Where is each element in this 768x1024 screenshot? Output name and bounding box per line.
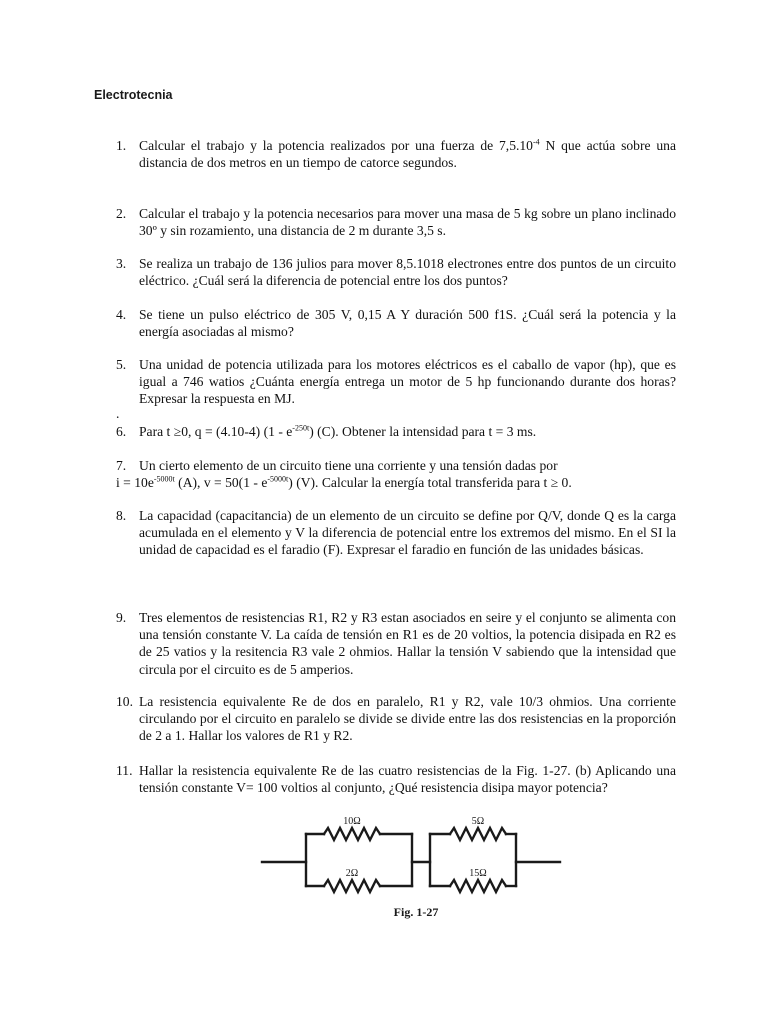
- problem-number: 3.: [116, 256, 127, 271]
- problem-5: [116, 356, 676, 408]
- exponent: -5000t: [267, 474, 289, 484]
- problem-number: 8.: [116, 508, 127, 523]
- stray-dot: .: [116, 406, 120, 421]
- problem-number: 5.: [116, 357, 127, 372]
- label-r-bottom-left: 2Ω: [345, 868, 359, 879]
- resistor-2-ohm: [324, 880, 380, 892]
- problem-8: [116, 507, 676, 559]
- problem-6: [116, 423, 676, 440]
- problem-3: [116, 255, 676, 289]
- problem-line: $i = 10e^{-5000t}$ (A), $v = 50(1 - e^{-5000t})$ (V). Calcular la energía total transferida para t ≥ 0.: [116, 474, 572, 491]
- label-r-top-left: 10Ω: [343, 816, 361, 827]
- problem-line: Un cierto elemento de un circuito tiene una corriente y una tensión dadas por: [139, 458, 558, 473]
- problem-10: [116, 693, 676, 745]
- resistor-15-ohm: [450, 880, 506, 892]
- label-r-top-right: 5Ω: [471, 816, 485, 827]
- exponent: -4: [532, 137, 540, 147]
- problem-text: Para t ≥0, q = (4.10-4) $(1 - e^{-250t})$ (C). Obtener la intensidad para t = 3 ms.: [139, 423, 537, 439]
- resistor-5-ohm: [450, 828, 506, 840]
- problem-number: 11.: [116, 763, 133, 778]
- exponent: -250t: [292, 423, 310, 433]
- problem-text: Tres elementos de resistencias R1, R2 y R3 estan asociados en seire y el conjunto se alimenta con una tensión constante V. La caída de tensión en R1 es de 20 voltios, la potencia disipada en R2 es de 25 vatios y la resitencia R3 vale 2 ohmios. Hallar la tensión V sabiendo que la intensidad que circula por el circuito es de 5 amperios.: [139, 610, 676, 677]
- label-r-bottom-right: 15Ω: [469, 868, 487, 879]
- problem-11: [116, 762, 676, 796]
- resistor-10-ohm: [324, 828, 380, 840]
- problem-text: Una unidad de potencia utilizada para los motores eléctricos es el caballo de vapor (hp), que es igual a 746 watios ¿Cuánta energía entrega un motor de 5 hp funcionando durante dos horas? Expresar la respuesta en MJ.: [139, 357, 676, 407]
- problem-text: Calcular el trabajo y la potencia necesarios para mover una masa de 5 kg sobre un plano inclinado 30º y sin rozamiento, una distancia de 2 m durante 3,5 s.: [139, 206, 676, 239]
- problem-7: [116, 457, 676, 491]
- problem-number: 10.: [116, 694, 133, 709]
- problem-4: [116, 306, 676, 340]
- problem-1: [116, 137, 676, 171]
- problem-number: 6.: [116, 424, 127, 439]
- problem-text: Se realiza un trabajo de 136 julios para mover 8,5.1018 electrones entre dos puntos de un circuito eléctrico. ¿Cuál será la diferencia de potencial entre los dos puntos?: [139, 256, 676, 289]
- problem-number: 9.: [116, 610, 127, 625]
- problem-text: Calcular el trabajo y la potencia realizados por una fuerza de $7,5.10^{-4}$ N que actúa sobre una distancia de dos metros en un tiempo de catorce segundos.: [139, 137, 676, 171]
- problem-number: 2.: [116, 206, 127, 221]
- problem-text: [116, 457, 676, 491]
- problem-text: Se tiene un pulso eléctrico de 305 V, 0,15 A Y duración 500 f1S. ¿Cuál será la potencia y la energía asociadas al mismo?: [139, 307, 676, 340]
- exponent: -5000t: [153, 474, 175, 484]
- problem-2: [116, 205, 676, 239]
- problem-text: Hallar la resistencia equivalente Re de las cuatro resistencias de la Fig. 1-27. (b) Aplicando una tensión constante V= 100 voltios al conjunto, ¿Qué resistencia disipa mayor potencia?: [139, 763, 676, 796]
- document-title: Electrotecnia: [94, 88, 173, 102]
- circuit-figure: [258, 812, 564, 922]
- problem-number: 4.: [116, 307, 127, 322]
- figure-caption: Fig. 1-27: [393, 905, 439, 919]
- problem-number: 1.: [116, 138, 127, 153]
- problem-number: 7.: [116, 458, 127, 473]
- problem-text: La capacidad (capacitancia) de un elemento de un circuito se define por Q/V, donde Q es la carga acumulada en el elemento y V la diferencia de potencial entre los extremos del mismo. En el SI la unidad de capacidad es el faradio (F). Expresar el faradio en función de las unidades básicas.: [139, 508, 676, 558]
- problem-text: La resistencia equivalente Re de dos en paralelo, R1 y R2, vale 10/3 ohmios. Una corriente circulando por el circuito en paralelo se divide se divide entre las dos resistencias en la proporción de 2 a 1. Hallar los valores de R1 y R2.: [139, 694, 676, 744]
- problem-9: [116, 609, 676, 678]
